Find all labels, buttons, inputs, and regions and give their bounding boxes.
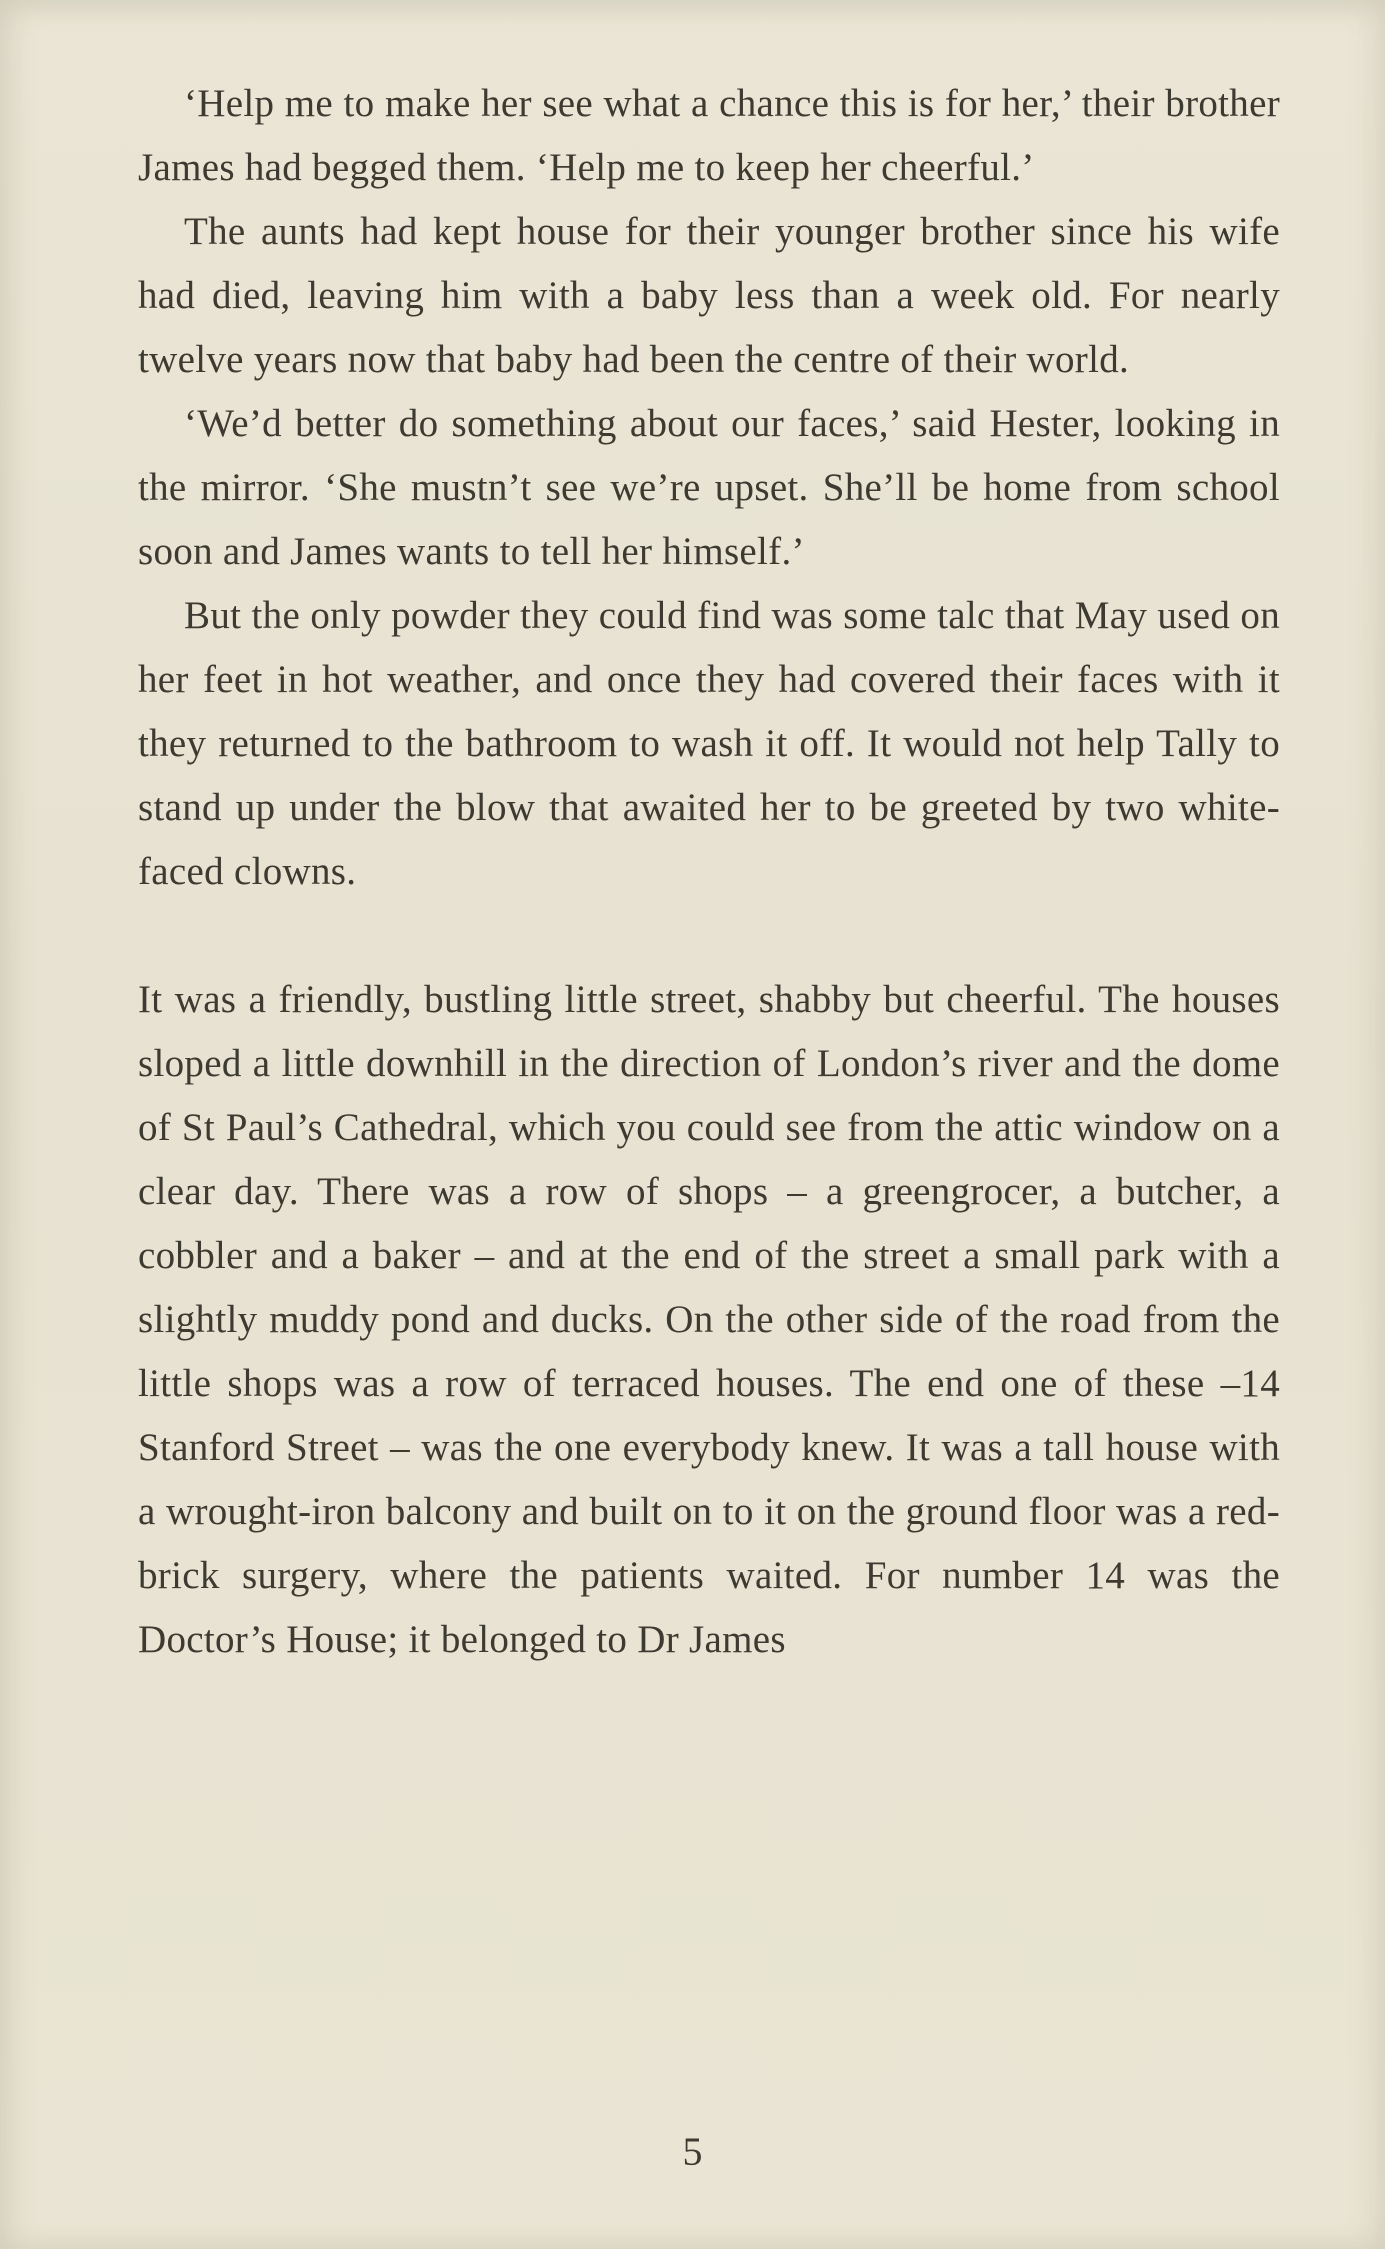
- paragraph: But the only powder they could find was some talc that May used on her feet in hot weather, and once they had covered their faces with it they returned to the bathroom to wash it off. It would not help Tally to stand up under the blow that awaited her to be greeted by two white-faced clowns.: [138, 594, 1280, 893]
- page-number: 5: [682, 2129, 703, 2174]
- paragraph: ‘We’d better do something about our faces,’ said Hester, looking in the mirror. ‘She mustn’t see we’re upset. She’ll be home from school soon and James wants to tell her himself.’: [138, 402, 1280, 573]
- paragraph: ‘Help me to make her see what a chance this is for her,’ their brother James had begged them. ‘Help me to keep her cheerful.’: [138, 82, 1280, 189]
- paragraph: It was a friendly, bustling little street, shabby but cheerful. The houses sloped a little downhill in the direction of London’s river and the dome of St Paul’s Cathedral, which you could see from the attic window on a clear day. There was a row of shops – a greengrocer, a butcher, a cobbler and a baker – and at the end of the street a small park with a slightly muddy pond and ducks. On the other side of the road from the little shops was a row of terraced houses. The end one of these –14 Stanford Street – was the one everybody knew. It was a tall house with a wrought-iron balcony and built on to it on the ground floor was a red-brick surgery, where the patients waited. For number 14 was the Doctor’s House; it belonged to Dr James: [138, 978, 1280, 1661]
- book-page-text: [138, 72, 1280, 1672]
- paragraph: The aunts had kept house for their younger brother since his wife had died, leaving him with a baby less than a week old. For nearly twelve years now that baby had been the centre of their world.: [138, 210, 1280, 381]
